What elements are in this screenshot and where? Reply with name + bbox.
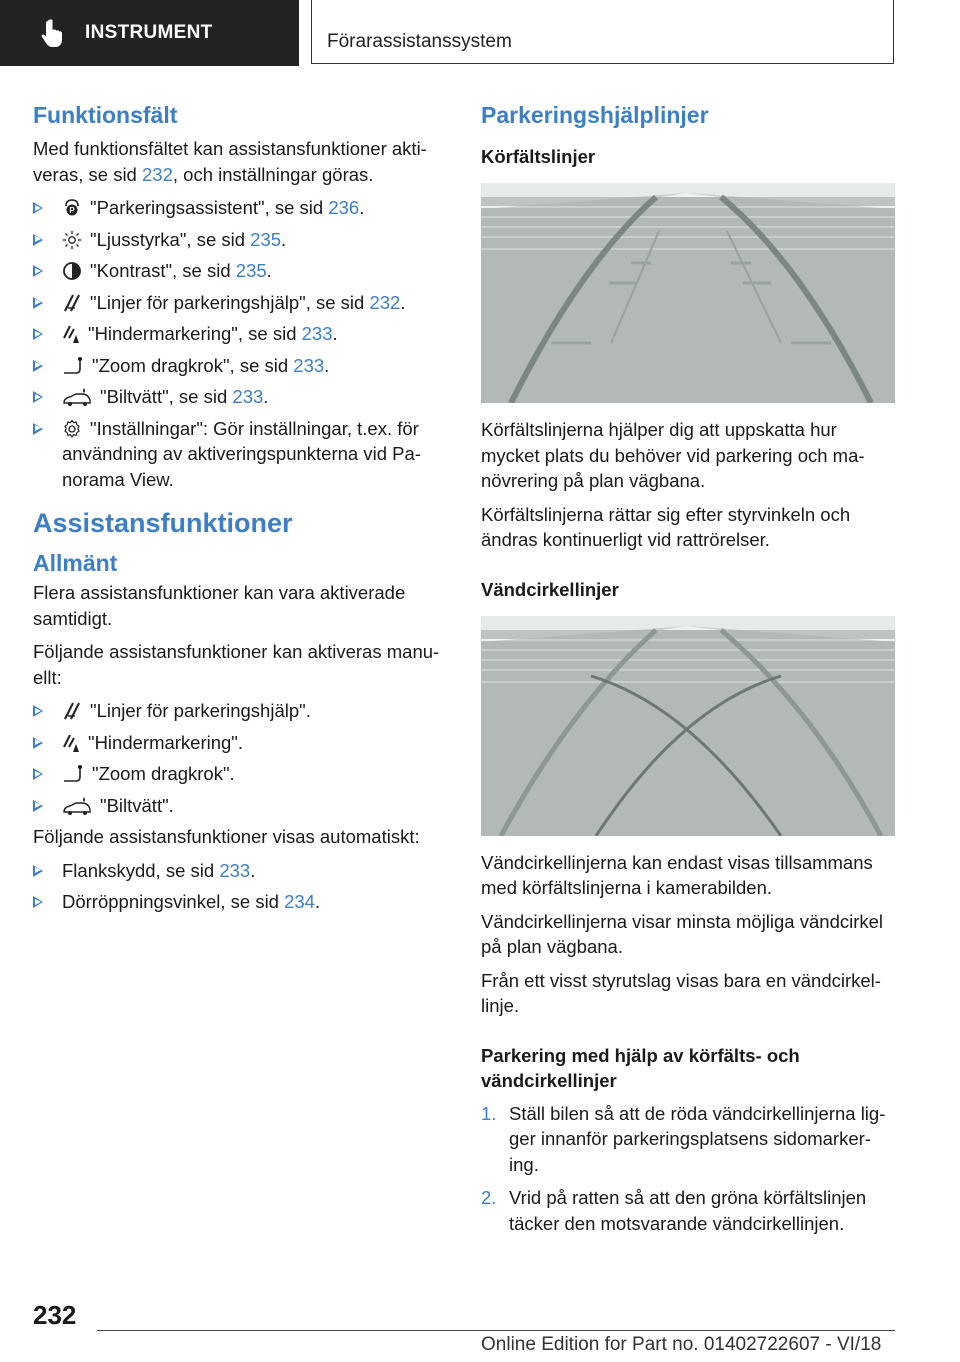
- lane-lines-figure: [481, 183, 895, 403]
- heading-steps: Parkering med hjälp av körfälts- och vändcirkellinjer: [481, 1044, 800, 1091]
- list-item: P "Parkeringsassistent", se sid 236.: [33, 195, 445, 221]
- car-wash-icon: [62, 796, 92, 816]
- list-item: "Zoom dragkrok", se sid 233.: [33, 353, 445, 379]
- funk-intro: Med funktionsfältet kan assistansfunktioner akti-veras, se sid 232, och inställningar göras.: [33, 138, 427, 185]
- bullet-icon: [33, 865, 43, 877]
- auto-p: Följande assistansfunktioner visas automatiskt:: [33, 826, 420, 847]
- chapter-tab: [311, 0, 894, 64]
- bullet-icon: [33, 896, 43, 908]
- heading-assistansfunktioner: Assistansfunktioner: [33, 508, 293, 538]
- bullet-icon: [33, 423, 43, 435]
- svg-text:P: P: [69, 206, 75, 215]
- obstacle-marking-icon: [62, 733, 80, 753]
- obstacle-marking-icon: [62, 324, 80, 344]
- list-item: "Inställningar": Gör inställningar, t.ex. för användning av aktiveringspunkterna vid Pa-norama View.: [33, 416, 445, 493]
- list-item: "Ljusstyrka", se sid 235.: [33, 227, 445, 253]
- contrast-icon: [62, 261, 82, 281]
- parking-lines-icon: [62, 293, 82, 313]
- section-label: INSTRUMENT: [85, 22, 213, 43]
- list-item: Flankskydd, se sid 233.: [33, 858, 445, 884]
- list-item: "Hindermarkering", se sid 233.: [33, 321, 445, 347]
- edition-footer: Online Edition for Part no. 01402722607 - VI/18: [481, 1334, 882, 1355]
- bullet-icon: [33, 234, 43, 246]
- car-wash-icon: [62, 387, 92, 407]
- lane-p1: Körfältslinjerna hjälper dig att uppskatta hur mycket plats du behöver vid parkering och ma-növrering på plan vägbana.: [481, 419, 865, 491]
- tow-hitch-zoom-icon: [62, 764, 84, 784]
- page-number: 232: [33, 1300, 77, 1330]
- step-item: 2. Vrid på ratten så att den gröna körfältslinjen täcker den motsvarande vändcirkellinjen.: [481, 1187, 867, 1234]
- list-item: "Linjer för parkeringshjälp".: [33, 698, 445, 724]
- page-link[interactable]: 233: [232, 386, 264, 407]
- page-link[interactable]: 233: [293, 354, 325, 376]
- step-item: 1. Ställ bilen så att de röda vändcirkellinjerna lig-ger innanför parkeringsplatsens sidomarker-ing.: [481, 1102, 886, 1175]
- page-link[interactable]: 235: [250, 228, 282, 250]
- list-item: Dörröppningsvinkel, se sid 234.: [33, 889, 445, 915]
- step-number: 2.: [481, 1187, 497, 1208]
- turn-p1: Vändcirkellinjerna kan endast visas tillsammans med körfältslinjerna i kamerabilden.: [481, 851, 873, 898]
- page-link[interactable]: 233: [219, 859, 251, 881]
- bullet-icon: [33, 705, 43, 717]
- manual-list: [33, 698, 445, 818]
- heading-parkeringshjalplinjer: Parkeringshjälplinjer: [481, 102, 709, 128]
- page-link[interactable]: 232: [142, 163, 173, 185]
- turning-circle-figure: [481, 616, 895, 836]
- heading-vandcirkellinjer: Vändcirkellinjer: [481, 578, 619, 600]
- chapter-label: Förarassistanssystem: [327, 31, 512, 52]
- allmant-p1: Flera assistansfunktioner kan vara aktiverade samtidigt.: [33, 582, 406, 629]
- page-link[interactable]: 235: [235, 260, 267, 281]
- list-item: "Biltvätt".: [33, 793, 445, 819]
- list-item: "Kontrast", se sid 235.: [33, 258, 445, 284]
- heading-korfaltslinjer: Körfältslinjer: [481, 146, 596, 167]
- footer-divider: [97, 1330, 895, 1331]
- auto-list: [33, 858, 445, 915]
- bullet-icon: [33, 768, 43, 780]
- settings-gear-icon: [62, 419, 82, 439]
- list-item: "Hindermarkering".: [33, 730, 445, 756]
- lane-p2: Körfältslinjerna rättar sig efter styrvinkeln och ändras kontinuerligt vid rattrörelser.: [481, 503, 851, 550]
- page-link[interactable]: 234: [284, 891, 315, 912]
- heading-allmant: Allmänt: [33, 550, 118, 576]
- bullet-icon: [33, 202, 43, 214]
- page-link[interactable]: 233: [301, 323, 333, 344]
- brightness-icon: [62, 230, 82, 250]
- section-tab: [0, 0, 299, 66]
- turn-p2: Vändcirkellinjerna visar minsta möjliga vändcirkel på plan vägbana.: [481, 910, 884, 957]
- parking-assistant-icon: [62, 198, 82, 218]
- list-item: "Linjer för parkeringshjälp", se sid 232.: [33, 290, 445, 316]
- bullet-icon: [33, 737, 43, 749]
- steps-list: [481, 1101, 895, 1237]
- parking-lines-icon: [62, 701, 82, 721]
- bullet-icon: [33, 391, 43, 403]
- bullet-icon: [33, 265, 43, 277]
- tow-hitch-zoom-icon: [62, 356, 84, 376]
- left-column: [33, 100, 445, 921]
- bullet-icon: [33, 360, 43, 372]
- list-item: "Zoom dragkrok".: [33, 761, 445, 787]
- allmant-p2: Följande assistansfunktioner kan aktiveras manu-ellt:: [33, 641, 440, 688]
- function-field-list: [33, 195, 445, 492]
- hand-pointer-icon: [40, 18, 66, 48]
- right-column: [481, 100, 895, 1244]
- page-link[interactable]: 232: [369, 291, 401, 313]
- heading-funktionsfalt: Funktionsfält: [33, 102, 178, 128]
- step-number: 1.: [481, 1102, 497, 1124]
- bullet-icon: [33, 297, 43, 309]
- bullet-icon: [33, 328, 43, 340]
- page-link[interactable]: 236: [328, 197, 360, 218]
- bullet-icon: [33, 800, 43, 812]
- turn-p3: Från ett visst styrutslag visas bara en vändcirkel-linje.: [481, 969, 881, 1016]
- list-item: "Biltvätt", se sid 233.: [33, 384, 445, 410]
